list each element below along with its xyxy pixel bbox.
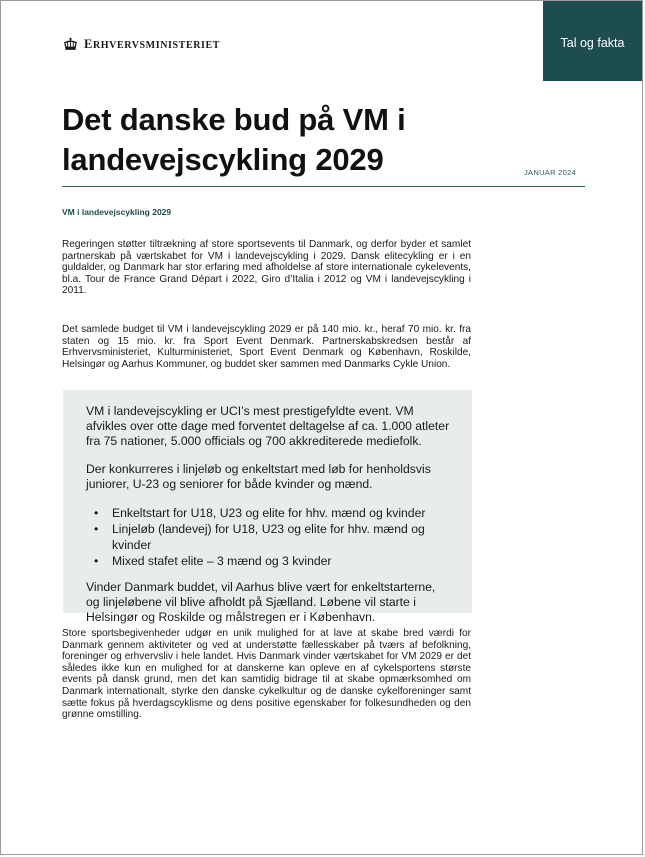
list-item: • Mixed stafet elite – 3 mænd og 3 kvinder	[104, 554, 452, 570]
category-tag	[543, 1, 642, 81]
title-divider	[62, 186, 585, 187]
fact-box	[63, 390, 472, 624]
value-paragraph: Store sportsbegivenheder udgør en unik mulighed for at lave at skabe bred værdi for Danmark gennem aktiviteter og ved at understøtte fællesskaber på tværs af befolkning, foreninger og erhvervsliv i hele landet. Hvis Danmark vinder værtskabet for VM 2029 er det således ikke kun en mulighed for at danskerne kan opleve en af cykelsportens største events på dansk grund, men det kan samtidig bidrage til at skabe opmærksomhed om Danmark internationalt, styrke den danske cykelkultur og de danske cykelforeninger samt sætte fokus på hverdagscyklisme og dens positive egenskaber for folkesundheden og den grønne omstilling.	[62, 628, 471, 721]
ministry-name-rest: RHVERVSMINISTERIET	[92, 40, 221, 51]
factbox-bullet-list	[86, 506, 452, 570]
publication-date: JANUAR 2024	[524, 168, 577, 177]
factbox-outro: Vinder Danmark buddet, vil Aarhus blive vært for enkeltstarterne, og linjeløbene vil blive afholdt på Sjælland. Løbene vil starte i Helsingør og Roskilde og målstregen er i København.	[86, 579, 436, 624]
page-title: Det danske bud på VM i landevejscykling 2029	[62, 102, 406, 177]
ministry-name	[84, 37, 220, 52]
ministry-name-initial: E	[84, 37, 93, 51]
crown-icon	[63, 37, 78, 52]
intro-paragraph: Regeringen støtter tiltrækning af store sportsevents til Danmark, og derfor byder et samlet partnerskab på værtskabet for VM i landevejscykling i 2029. Dansk elitecykling er i en guldalder, og Danmark har stor erfaring med afholdelse af store internationale cykelevents, bl.a. Tour de France Grand Départ i 2022, Giro d’Italia i 2012 og VM i landevejscykling i 2011.	[62, 239, 471, 297]
category-tag-label: Tal og fakta	[560, 36, 625, 50]
section-subheading: VM i landevejscykling 2029	[62, 207, 172, 217]
factbox-intro: VM i landevejscykling er UCI’s mest prestigefyldte event. VM afvikles over otte dage med forventet deltagelse af ca. 1.000 atleter fra 75 nationer, 5.000 officials og 700 akkrediterede mediefolk.	[86, 404, 450, 448]
budget-paragraph: Det samlede budget til VM i landevejscykling 2029 er på 140 mio. kr., heraf 70 mio. kr. fra staten og 15 mio. kr. fra Sport Event Denmark. Partnerskabskredsen består af Erhvervsministeriet, Kulturministeriet, Sport Event Denmark og København, Roskilde, Helsingør og Aarhus Kommuner, og buddet sker sammen med Danmarks Cykle Union.	[62, 324, 471, 370]
list-item: • Enkeltstart for U18, U23 og elite for hhv. mænd og kvinder	[104, 506, 452, 522]
list-item: • Linjeløb (landevej) for U18, U23 og elite for hhv. mænd og kvinder	[104, 522, 452, 553]
factbox-competition: Der konkurreres i linjeløb og enkeltstart med løb for henholdsvis juniorer, U-23 og seniorer for både kvinder og mænd.	[86, 462, 431, 492]
ministry-logo	[63, 37, 220, 52]
